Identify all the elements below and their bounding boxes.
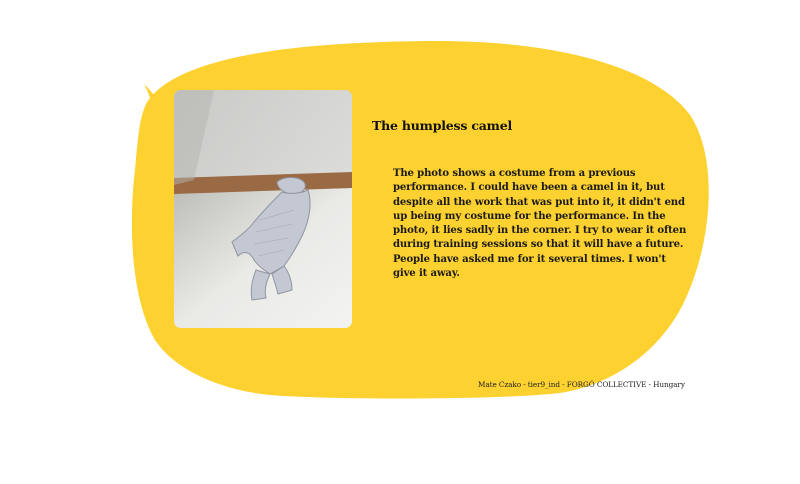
page-title: The humpless camel	[372, 118, 513, 133]
credit-line: Mate Czako - tier9_ind - FORGÓ COLLECTIVE - Hungary	[478, 380, 685, 389]
description-text: The photo shows a costume from a previous performance. I could have been a camel in it, but despite all the work that was put into it, it didn't end up being my costume for the performance. In the photo, it lies sadly in the corner. I try to wear it often during training sessions so that it will have a future. People have asked me for it several times. I won't give it away.	[393, 168, 687, 280]
costume-photo	[174, 90, 352, 328]
